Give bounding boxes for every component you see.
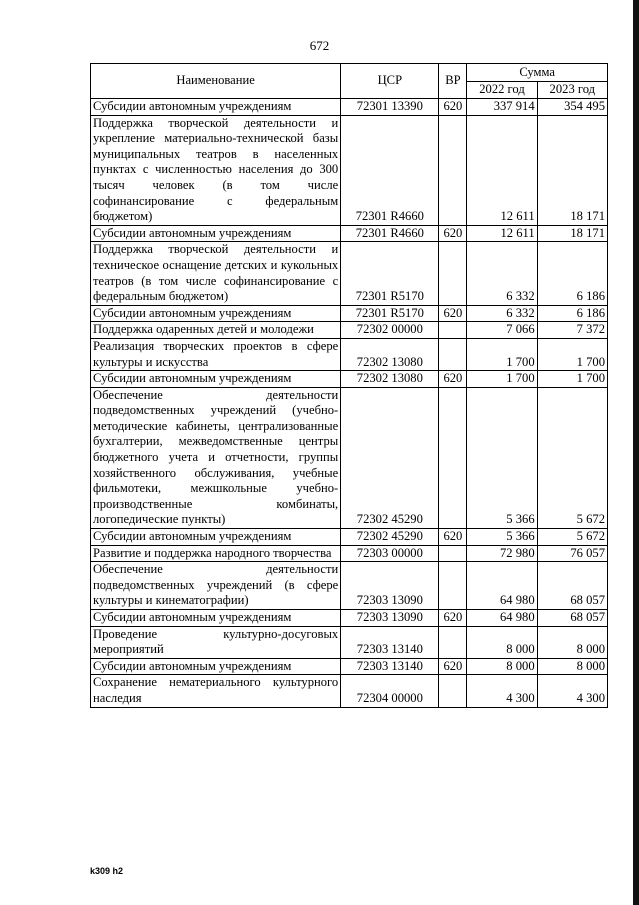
row-name-cell: Субсидии автономным учреждениям [91,371,341,388]
table-row [91,115,608,225]
row-csr-cell: 72302 45290 [341,529,439,546]
row-2022-cell: 12 611 [467,225,537,242]
row-name-cell: Поддержка творческой деятельности и укрепление материально-технической базы муниципальных театров в населенных пунктах с численностью населения до 300 тысяч человек (в том числе софинансирование с федеральным бюджетом) [91,115,341,225]
row-csr-cell: 72303 13090 [341,562,439,610]
row-name-cell: Поддержка творческой деятельности и техническое оснащение детских и кукольных театров (в том числе софинансирование с федеральным бюджетом) [91,242,341,305]
page-number: 672 [309,38,330,53]
table-row [91,305,608,322]
header-csr: ЦСР [341,64,439,99]
row-2022-cell: 8 000 [467,658,537,675]
header-vr: ВР [439,64,467,99]
row-vr-cell: 620 [439,99,467,116]
row-2022-cell: 5 366 [467,529,537,546]
row-2022-cell: 5 366 [467,387,537,528]
row-vr-cell [439,242,467,305]
budget-table [90,63,608,708]
row-2022-cell: 6 332 [467,305,537,322]
row-2023-cell: 18 171 [537,225,607,242]
row-2023-cell: 8 000 [537,626,607,658]
row-2023-cell: 8 000 [537,658,607,675]
row-2022-cell: 64 980 [467,610,537,627]
row-csr-cell: 72303 13140 [341,658,439,675]
row-vr-cell [439,626,467,658]
table-row [91,545,608,562]
row-vr-cell: 620 [439,529,467,546]
row-2023-cell: 7 372 [537,322,607,339]
row-name-cell: Развитие и поддержка народного творчества [91,545,341,562]
row-2022-cell: 1 700 [467,371,537,388]
row-2023-cell: 5 672 [537,529,607,546]
row-name-cell: Обеспечение деятельности подведомственных учреждений (в сфере культуры и кинематографии) [91,562,341,610]
row-2022-cell: 64 980 [467,562,537,610]
row-2022-cell: 8 000 [467,626,537,658]
header-year-2023: 2023 год [537,82,607,99]
table-row [91,675,608,707]
row-name-cell: Субсидии автономным учреждениям [91,529,341,546]
table-body [91,99,608,708]
table-row [91,529,608,546]
row-2022-cell: 1 700 [467,338,537,370]
row-2023-cell: 68 057 [537,610,607,627]
footer-code: k309 h2 [90,866,124,876]
row-2023-cell: 18 171 [537,115,607,225]
table-row [91,658,608,675]
row-name-cell: Субсидии автономным учреждениям [91,658,341,675]
row-csr-cell: 72303 13090 [341,610,439,627]
row-name-cell: Реализация творческих проектов в сфере культуры и искусства [91,338,341,370]
row-2022-cell: 72 980 [467,545,537,562]
row-2022-cell: 4 300 [467,675,537,707]
header-name: Наименование [91,64,341,99]
row-csr-cell: 72301 R5170 [341,242,439,305]
row-csr-cell: 72301 R5170 [341,305,439,322]
row-2023-cell: 6 186 [537,305,607,322]
row-2023-cell: 76 057 [537,545,607,562]
row-vr-cell [439,545,467,562]
row-vr-cell [439,338,467,370]
table-row [91,610,608,627]
row-vr-cell: 620 [439,225,467,242]
scan-edge [633,0,639,905]
row-name-cell: Субсидии автономным учреждениям [91,610,341,627]
table-row [91,387,608,528]
table-row [91,225,608,242]
row-vr-cell: 620 [439,305,467,322]
row-2023-cell: 1 700 [537,371,607,388]
row-csr-cell: 72302 13080 [341,338,439,370]
row-vr-cell [439,387,467,528]
table-row [91,322,608,339]
row-2022-cell: 337 914 [467,99,537,116]
row-vr-cell: 620 [439,371,467,388]
row-csr-cell: 72302 13080 [341,371,439,388]
row-csr-cell: 72301 R4660 [341,225,439,242]
row-2023-cell: 5 672 [537,387,607,528]
row-vr-cell [439,675,467,707]
table-row [91,338,608,370]
row-2023-cell: 1 700 [537,338,607,370]
row-csr-cell: 72302 45290 [341,387,439,528]
header-sum: Сумма [467,64,608,82]
row-name-cell: Субсидии автономным учреждениям [91,99,341,116]
row-2023-cell: 354 495 [537,99,607,116]
row-csr-cell: 72303 00000 [341,545,439,562]
row-2023-cell: 68 057 [537,562,607,610]
table-row [91,371,608,388]
row-name-cell: Обеспечение деятельности подведомственных учреждений (учебно-методические кабинеты, централизованные бухгалтерии, межведомственные центры бюджетного учета и отчетности, группы хозяйственного обслуживания, учебные фильмотеки, межшкольные учебно-производственные комбинаты, логопедические пункты) [91,387,341,528]
row-2023-cell: 4 300 [537,675,607,707]
table-row [91,626,608,658]
row-csr-cell: 72301 R4660 [341,115,439,225]
row-name-cell: Субсидии автономным учреждениям [91,225,341,242]
row-csr-cell: 72303 13140 [341,626,439,658]
row-name-cell: Сохранение нематериального культурного наследия [91,675,341,707]
row-2022-cell: 6 332 [467,242,537,305]
table-row [91,562,608,610]
row-2022-cell: 7 066 [467,322,537,339]
row-name-cell: Субсидии автономным учреждениям [91,305,341,322]
row-vr-cell [439,562,467,610]
row-name-cell: Поддержка одаренных детей и молодежи [91,322,341,339]
row-vr-cell [439,115,467,225]
table-row [91,242,608,305]
row-name-cell: Проведение культурно-досуговых мероприятий [91,626,341,658]
row-vr-cell: 620 [439,610,467,627]
header-year-2022: 2022 год [467,82,537,99]
row-2022-cell: 12 611 [467,115,537,225]
table-row [91,99,608,116]
row-vr-cell: 620 [439,658,467,675]
row-csr-cell: 72301 13390 [341,99,439,116]
row-vr-cell [439,322,467,339]
row-csr-cell: 72304 00000 [341,675,439,707]
row-csr-cell: 72302 00000 [341,322,439,339]
row-2023-cell: 6 186 [537,242,607,305]
